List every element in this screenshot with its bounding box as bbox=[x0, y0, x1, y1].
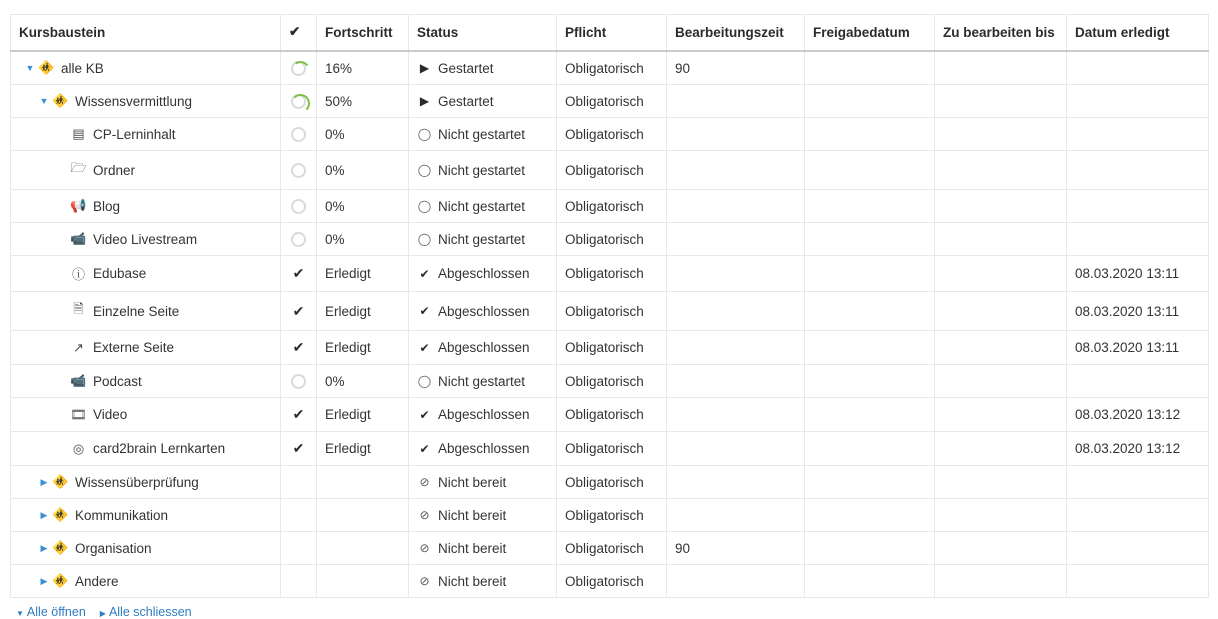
cell-kursbaustein bbox=[11, 256, 281, 292]
cell-zu-bearbeiten-bis bbox=[935, 292, 1067, 331]
row-label[interactable]: Video bbox=[93, 407, 128, 422]
table-row[interactable] bbox=[11, 499, 1209, 532]
cell-completion-indicator bbox=[281, 499, 317, 532]
row-label[interactable]: Ordner bbox=[93, 162, 136, 178]
video-camera-icon: 📹 bbox=[70, 373, 87, 388]
cell-datum-erledigt bbox=[1067, 51, 1209, 85]
check-circle-icon: ✔ bbox=[419, 441, 430, 456]
cell-fortschritt: 0% bbox=[317, 190, 409, 223]
cell-datum-erledigt: 08.03.2020 13:11 bbox=[1067, 331, 1209, 365]
chevron-right-icon bbox=[100, 609, 106, 618]
cell-datum-erledigt bbox=[1067, 466, 1209, 499]
cell-completion-indicator bbox=[281, 151, 317, 190]
cell-freigabedatum bbox=[805, 292, 935, 331]
cell-bearbeitungszeit bbox=[667, 565, 805, 598]
network-icon: 🚸 bbox=[52, 507, 69, 522]
column-header-pflicht[interactable]: Pflicht bbox=[557, 15, 667, 52]
collapse-all-link[interactable] bbox=[100, 605, 192, 619]
cell-completion-indicator bbox=[281, 565, 317, 598]
cell-bearbeitungszeit bbox=[667, 151, 805, 190]
cell-bearbeitungszeit bbox=[667, 292, 805, 331]
cell-status bbox=[409, 118, 557, 151]
cell-completion-indicator bbox=[281, 466, 317, 499]
target-icon: ◎ bbox=[72, 440, 85, 456]
check-icon: ✔ bbox=[292, 265, 305, 281]
network-icon: 🚸 bbox=[52, 93, 69, 108]
cell-kursbaustein bbox=[11, 292, 281, 331]
progress-ring-icon bbox=[291, 199, 306, 214]
cell-completion-indicator bbox=[281, 190, 317, 223]
table-body bbox=[11, 51, 1209, 598]
cell-zu-bearbeiten-bis bbox=[935, 151, 1067, 190]
cell-datum-erledigt: 08.03.2020 13:12 bbox=[1067, 398, 1209, 432]
cell-fortschritt: Erledigt bbox=[317, 398, 409, 432]
cell-kursbaustein bbox=[11, 331, 281, 365]
cell-fortschritt: Erledigt bbox=[317, 432, 409, 466]
column-header-bearbeitungszeit[interactable]: Bearbeitungszeit bbox=[667, 15, 805, 52]
cell-datum-erledigt bbox=[1067, 190, 1209, 223]
progress-ring-icon bbox=[291, 94, 306, 109]
row-label[interactable]: Blog bbox=[93, 198, 121, 214]
table-row[interactable] bbox=[11, 118, 1209, 151]
cell-fortschritt bbox=[317, 466, 409, 499]
cell-fortschritt: Erledigt bbox=[317, 256, 409, 292]
cell-fortschritt: 0% bbox=[317, 365, 409, 398]
cell-bearbeitungszeit: 90 bbox=[667, 51, 805, 85]
cell-status bbox=[409, 466, 557, 499]
cell-freigabedatum bbox=[805, 565, 935, 598]
cell-completion-indicator bbox=[281, 292, 317, 331]
cell-fortschritt bbox=[317, 532, 409, 565]
row-label[interactable]: CP-Lerninhalt bbox=[93, 126, 176, 142]
expand-all-label: Alle öffnen bbox=[26, 605, 86, 619]
row-label[interactable]: Podcast bbox=[93, 373, 142, 389]
cell-status bbox=[409, 85, 557, 118]
cell-completion-indicator bbox=[281, 223, 317, 256]
network-icon: 🚸 bbox=[52, 573, 69, 588]
ban-icon: ⊘ bbox=[419, 574, 430, 588]
content-package-icon: ▤ bbox=[72, 126, 85, 141]
cell-completion-indicator bbox=[281, 532, 317, 565]
table-row[interactable] bbox=[11, 223, 1209, 256]
cell-zu-bearbeiten-bis bbox=[935, 466, 1067, 499]
table-row[interactable] bbox=[11, 565, 1209, 598]
cell-pflicht: Obligatorisch bbox=[557, 151, 667, 190]
cell-kursbaustein bbox=[11, 85, 281, 118]
status-label: Nicht bereit bbox=[438, 474, 507, 490]
play-icon: ▶ bbox=[419, 61, 430, 75]
cell-pflicht: Obligatorisch bbox=[557, 292, 667, 331]
cell-zu-bearbeiten-bis bbox=[935, 51, 1067, 85]
cell-completion-indicator bbox=[281, 398, 317, 432]
progress-ring-icon bbox=[291, 232, 306, 247]
cell-bearbeitungszeit bbox=[667, 223, 805, 256]
cell-pflicht: Obligatorisch bbox=[557, 499, 667, 532]
status-label: Abgeschlossen bbox=[438, 266, 530, 281]
column-header-freigabedatum[interactable]: Freigabedatum bbox=[805, 15, 935, 52]
cell-kursbaustein bbox=[11, 565, 281, 598]
cell-pflicht: Obligatorisch bbox=[557, 432, 667, 466]
cell-status bbox=[409, 432, 557, 466]
cell-freigabedatum bbox=[805, 499, 935, 532]
circle-icon: ◯ bbox=[417, 163, 432, 177]
course-elements-table bbox=[10, 14, 1209, 598]
cell-datum-erledigt: 08.03.2020 13:12 bbox=[1067, 432, 1209, 466]
cell-status bbox=[409, 51, 557, 85]
cell-status bbox=[409, 365, 557, 398]
external-link-icon: ↗ bbox=[73, 339, 84, 355]
cell-status bbox=[409, 565, 557, 598]
table-header bbox=[11, 15, 1209, 52]
cell-bearbeitungszeit bbox=[667, 432, 805, 466]
row-label[interactable]: Edubase bbox=[93, 266, 147, 281]
cell-zu-bearbeiten-bis bbox=[935, 256, 1067, 292]
cell-completion-indicator bbox=[281, 51, 317, 85]
cell-zu-bearbeiten-bis bbox=[935, 190, 1067, 223]
cell-freigabedatum bbox=[805, 432, 935, 466]
circle-icon: ◯ bbox=[417, 199, 432, 213]
cell-completion-indicator bbox=[281, 256, 317, 292]
table-row[interactable] bbox=[11, 292, 1209, 331]
cell-pflicht: Obligatorisch bbox=[557, 365, 667, 398]
cell-zu-bearbeiten-bis bbox=[935, 499, 1067, 532]
cell-completion-indicator bbox=[281, 432, 317, 466]
cell-zu-bearbeiten-bis bbox=[935, 532, 1067, 565]
row-label[interactable]: Video Livestream bbox=[93, 231, 198, 247]
check-circle-icon: ✔ bbox=[419, 407, 430, 422]
cell-zu-bearbeiten-bis bbox=[935, 85, 1067, 118]
megaphone-icon: 📢 bbox=[70, 198, 87, 213]
row-label[interactable]: Kommunikation bbox=[75, 507, 169, 523]
table-row[interactable] bbox=[11, 256, 1209, 292]
table-row[interactable] bbox=[11, 151, 1209, 190]
status-label: Nicht gestartet bbox=[438, 231, 526, 247]
page-icon: 🗎 bbox=[73, 301, 84, 316]
status-label: Gestartet bbox=[438, 60, 494, 76]
cell-datum-erledigt bbox=[1067, 85, 1209, 118]
progress-ring-icon bbox=[291, 127, 306, 142]
status-label: Nicht gestartet bbox=[438, 373, 526, 389]
cell-freigabedatum bbox=[805, 466, 935, 499]
cell-freigabedatum bbox=[805, 365, 935, 398]
chevron-right-icon[interactable] bbox=[37, 511, 51, 520]
chevron-down-icon[interactable] bbox=[37, 97, 51, 106]
cell-zu-bearbeiten-bis bbox=[935, 365, 1067, 398]
cell-datum-erledigt bbox=[1067, 151, 1209, 190]
cell-freigabedatum bbox=[805, 118, 935, 151]
check-icon: ✔ bbox=[292, 302, 305, 319]
cell-pflicht: Obligatorisch bbox=[557, 256, 667, 292]
cell-bearbeitungszeit bbox=[667, 256, 805, 292]
cell-pflicht: Obligatorisch bbox=[557, 331, 667, 365]
check-circle-icon: ✔ bbox=[419, 304, 430, 318]
cell-status bbox=[409, 532, 557, 565]
cell-completion-indicator bbox=[281, 331, 317, 365]
cell-bearbeitungszeit bbox=[667, 466, 805, 499]
ban-icon: ⊘ bbox=[419, 508, 430, 522]
row-label[interactable]: card2brain Lernkarten bbox=[93, 441, 226, 456]
check-icon: ✔ bbox=[292, 339, 305, 355]
cell-fortschritt bbox=[317, 565, 409, 598]
progress-ring-icon bbox=[291, 163, 306, 178]
cell-freigabedatum bbox=[805, 151, 935, 190]
table-row[interactable] bbox=[11, 331, 1209, 365]
network-icon: 🚸 bbox=[52, 474, 69, 489]
table-row[interactable] bbox=[11, 85, 1209, 118]
cell-status bbox=[409, 331, 557, 365]
cell-status bbox=[409, 499, 557, 532]
cell-freigabedatum bbox=[805, 190, 935, 223]
cell-bearbeitungszeit bbox=[667, 398, 805, 432]
table-row[interactable] bbox=[11, 432, 1209, 466]
cell-freigabedatum bbox=[805, 331, 935, 365]
cell-bearbeitungszeit bbox=[667, 85, 805, 118]
cell-fortschritt bbox=[317, 499, 409, 532]
column-header-status[interactable]: Status bbox=[409, 15, 557, 52]
cell-datum-erledigt bbox=[1067, 532, 1209, 565]
cell-kursbaustein bbox=[11, 223, 281, 256]
cell-pflicht: Obligatorisch bbox=[557, 223, 667, 256]
table-row[interactable] bbox=[11, 532, 1209, 565]
cell-kursbaustein bbox=[11, 532, 281, 565]
video-camera-icon: 📹 bbox=[70, 231, 87, 246]
row-label[interactable]: Externe Seite bbox=[93, 340, 175, 355]
cell-fortschritt: Erledigt bbox=[317, 292, 409, 331]
status-label: Nicht gestartet bbox=[438, 198, 526, 214]
cell-kursbaustein bbox=[11, 466, 281, 499]
cell-bearbeitungszeit bbox=[667, 331, 805, 365]
table-row[interactable] bbox=[11, 398, 1209, 432]
column-header-zu-bearbeiten-bis[interactable]: Zu bearbeiten bis bbox=[935, 15, 1067, 52]
cell-pflicht: Obligatorisch bbox=[557, 532, 667, 565]
cell-datum-erledigt bbox=[1067, 223, 1209, 256]
status-label: Abgeschlossen bbox=[438, 303, 530, 319]
cell-status bbox=[409, 151, 557, 190]
cell-pflicht: Obligatorisch bbox=[557, 85, 667, 118]
row-label[interactable]: Wissensüberprüfung bbox=[75, 474, 199, 490]
status-label: Abgeschlossen bbox=[438, 441, 530, 456]
column-header-fortschritt[interactable]: Fortschritt bbox=[317, 15, 409, 52]
chevron-down-icon bbox=[16, 609, 24, 618]
cell-bearbeitungszeit: 90 bbox=[667, 532, 805, 565]
cell-bearbeitungszeit bbox=[667, 499, 805, 532]
row-label[interactable]: Andere bbox=[75, 573, 119, 589]
cell-freigabedatum bbox=[805, 223, 935, 256]
table-row[interactable] bbox=[11, 190, 1209, 223]
cell-datum-erledigt bbox=[1067, 365, 1209, 398]
status-label: Nicht bereit bbox=[438, 573, 507, 589]
cell-freigabedatum bbox=[805, 85, 935, 118]
expand-all-link[interactable] bbox=[16, 605, 86, 619]
status-label: Abgeschlossen bbox=[438, 340, 530, 355]
cell-fortschritt: 16% bbox=[317, 51, 409, 85]
folder-icon: 🗁 bbox=[70, 160, 87, 175]
cell-kursbaustein bbox=[11, 432, 281, 466]
column-header-kursbaustein[interactable]: Kursbaustein bbox=[11, 15, 281, 52]
cell-fortschritt: 0% bbox=[317, 118, 409, 151]
cell-bearbeitungszeit bbox=[667, 365, 805, 398]
tree-controls bbox=[10, 605, 1208, 619]
progress-ring-icon bbox=[291, 61, 306, 76]
cell-freigabedatum bbox=[805, 398, 935, 432]
cell-freigabedatum bbox=[805, 256, 935, 292]
table-row[interactable] bbox=[11, 466, 1209, 499]
check-icon: ✔ bbox=[292, 440, 305, 456]
cell-pflicht: Obligatorisch bbox=[557, 118, 667, 151]
circle-icon: ◯ bbox=[417, 374, 432, 388]
cell-bearbeitungszeit bbox=[667, 118, 805, 151]
cell-completion-indicator bbox=[281, 85, 317, 118]
cell-status bbox=[409, 190, 557, 223]
cell-kursbaustein bbox=[11, 398, 281, 432]
cell-status bbox=[409, 398, 557, 432]
column-header-datum-erledigt[interactable]: Datum erledigt bbox=[1067, 15, 1209, 52]
check-icon: ✔ bbox=[292, 406, 305, 422]
circle-icon: ◯ bbox=[417, 127, 432, 141]
progress-ring-icon bbox=[291, 374, 306, 389]
cell-pflicht: Obligatorisch bbox=[557, 398, 667, 432]
network-icon: 🚸 bbox=[38, 60, 55, 75]
cell-datum-erledigt bbox=[1067, 499, 1209, 532]
check-circle-icon: ✔ bbox=[419, 340, 430, 355]
chevron-right-icon[interactable] bbox=[37, 577, 51, 586]
status-label: Nicht gestartet bbox=[438, 162, 526, 178]
cell-freigabedatum bbox=[805, 532, 935, 565]
cell-datum-erledigt: 08.03.2020 13:11 bbox=[1067, 292, 1209, 331]
cell-zu-bearbeiten-bis bbox=[935, 398, 1067, 432]
cell-zu-bearbeiten-bis bbox=[935, 331, 1067, 365]
cell-kursbaustein bbox=[11, 118, 281, 151]
table-row[interactable] bbox=[11, 365, 1209, 398]
cell-kursbaustein bbox=[11, 190, 281, 223]
cell-zu-bearbeiten-bis bbox=[935, 223, 1067, 256]
ban-icon: ⊘ bbox=[419, 475, 430, 489]
row-label[interactable]: alle KB bbox=[61, 60, 104, 76]
cell-completion-indicator bbox=[281, 365, 317, 398]
cell-kursbaustein bbox=[11, 51, 281, 85]
cell-kursbaustein bbox=[11, 499, 281, 532]
cell-zu-bearbeiten-bis bbox=[935, 118, 1067, 151]
cell-kursbaustein bbox=[11, 151, 281, 190]
film-icon: 🎞 bbox=[70, 406, 87, 422]
cell-datum-erledigt bbox=[1067, 118, 1209, 151]
cell-pflicht: Obligatorisch bbox=[557, 466, 667, 499]
cell-status bbox=[409, 256, 557, 292]
status-label: Gestartet bbox=[438, 93, 494, 109]
cell-bearbeitungszeit bbox=[667, 190, 805, 223]
cell-datum-erledigt bbox=[1067, 565, 1209, 598]
cell-completion-indicator bbox=[281, 118, 317, 151]
row-label[interactable]: Wissensvermittlung bbox=[75, 93, 193, 109]
cell-fortschritt: 50% bbox=[317, 85, 409, 118]
cell-pflicht: Obligatorisch bbox=[557, 51, 667, 85]
cell-status bbox=[409, 223, 557, 256]
check-circle-icon: ✔ bbox=[419, 266, 430, 281]
status-label: Nicht bereit bbox=[438, 540, 507, 556]
cell-status bbox=[409, 292, 557, 331]
cell-pflicht: Obligatorisch bbox=[557, 190, 667, 223]
cell-datum-erledigt: 08.03.2020 13:11 bbox=[1067, 256, 1209, 292]
chevron-right-icon[interactable] bbox=[37, 544, 51, 553]
cell-zu-bearbeiten-bis bbox=[935, 432, 1067, 466]
status-label: Nicht gestartet bbox=[438, 126, 526, 142]
cell-zu-bearbeiten-bis bbox=[935, 565, 1067, 598]
cell-pflicht: Obligatorisch bbox=[557, 565, 667, 598]
network-icon: 🚸 bbox=[52, 540, 69, 555]
table-header-row bbox=[11, 15, 1209, 52]
cell-fortschritt: Erledigt bbox=[317, 331, 409, 365]
info-circle-icon: ⓘ bbox=[71, 267, 85, 282]
cell-fortschritt: 0% bbox=[317, 151, 409, 190]
play-icon: ▶ bbox=[419, 94, 430, 108]
cell-freigabedatum bbox=[805, 51, 935, 85]
column-header-check-icon[interactable]: ✔ bbox=[281, 15, 317, 52]
row-label[interactable]: Einzelne Seite bbox=[93, 303, 180, 319]
chevron-right-icon[interactable] bbox=[37, 478, 51, 487]
status-label: Abgeschlossen bbox=[438, 407, 530, 422]
collapse-all-label: Alle schliessen bbox=[108, 605, 192, 619]
row-label[interactable]: Organisation bbox=[75, 540, 152, 556]
status-label: Nicht bereit bbox=[438, 507, 507, 523]
cell-kursbaustein bbox=[11, 365, 281, 398]
table-row[interactable] bbox=[11, 51, 1209, 85]
cell-fortschritt: 0% bbox=[317, 223, 409, 256]
ban-icon: ⊘ bbox=[419, 541, 430, 555]
chevron-down-icon[interactable] bbox=[23, 64, 37, 73]
circle-icon: ◯ bbox=[417, 232, 432, 246]
